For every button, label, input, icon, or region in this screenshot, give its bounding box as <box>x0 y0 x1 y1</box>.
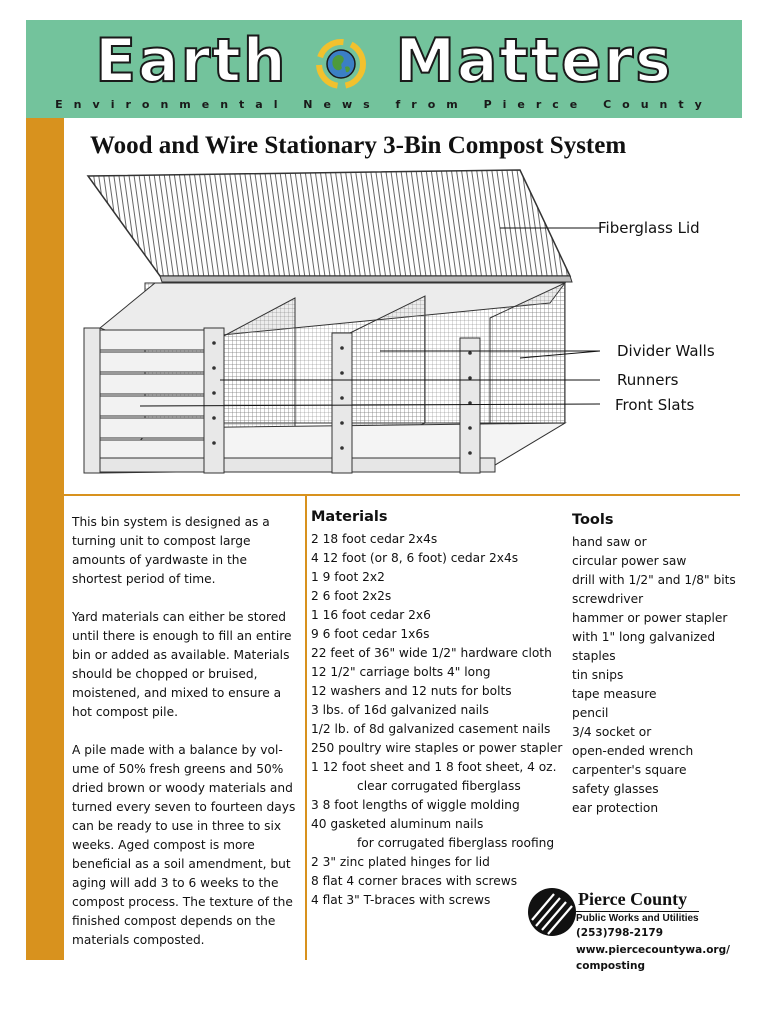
tools-heading: Tools <box>572 512 614 528</box>
materials-item: 2 18 foot cedar 2x4s <box>311 532 438 546</box>
materials-item: 12 washers and 12 nuts for bolts <box>311 684 512 698</box>
masthead-title-matters: Matters <box>395 26 673 96</box>
page-title: Wood and Wire Stationary 3-Bin Compost System <box>90 132 627 159</box>
tools-item: hand saw or <box>572 535 647 549</box>
tools-item: safety glasses <box>572 782 659 796</box>
materials-item: 3 lbs. of 16d galvanized nails <box>311 703 489 717</box>
materials-heading: Materials <box>311 509 388 525</box>
materials-item: for corrugated fiberglass roofing <box>357 836 555 850</box>
materials-item: 22 feet of 36" wide 1/2" hardware cloth <box>311 646 552 660</box>
tools-item: open-ended wrench <box>572 744 694 758</box>
tools-item: staples <box>572 649 616 663</box>
tools-item: 3/4 socket or <box>572 725 652 739</box>
materials-item: 1/2 lb. of 8d galvanized casement nails <box>311 722 551 736</box>
org-name: Pierce County <box>578 889 688 909</box>
materials-item: 3 8 foot lengths of wiggle molding <box>311 798 520 812</box>
org-website-link[interactable]: www.piercecountywa.org/ <box>576 944 730 956</box>
tools-column <box>572 510 742 818</box>
masthead-banner <box>26 20 742 118</box>
materials-column <box>311 507 571 910</box>
materials-item: 12 1/2" carriage bolts 4" long <box>311 665 491 679</box>
callout-divider-walls: Divider Walls <box>617 342 715 360</box>
materials-item: 2 6 foot 2x2s <box>311 589 392 603</box>
materials-item: 1 12 foot sheet and 1 8 foot sheet, 4 oz. <box>311 760 557 774</box>
org-department: Public Works and Utilities <box>576 913 699 924</box>
materials-item: 40 gasketed aluminum nails <box>311 817 484 831</box>
tools-item: ear protection <box>572 801 659 815</box>
materials-item: 9 6 foot cedar 1x6s <box>311 627 430 641</box>
tools-item: with 1" long galvanized <box>572 630 716 644</box>
materials-item: 1 9 foot 2x2 <box>311 570 385 584</box>
tools-item: screwdriver <box>572 592 644 606</box>
org-phone: (253)798-2179 <box>576 927 664 939</box>
materials-item: 4 12 foot (or 8, 6 foot) cedar 2x4s <box>311 551 519 565</box>
left-accent-bar <box>26 30 64 960</box>
intro-paragraph-3: A pile made with a balance by vol-ume of 50% fresh greens and 50% dried brown or woody materials and turned every seven to fourteen days can be ready to use in three to six weeks. Aged compost is more beneficial as a soil amendment, but aging will add 3 to 6 weeks to the compost process. The texture of the finished compost depends on the materials composted. <box>72 743 296 947</box>
tools-item: drill with 1/2" and 1/8" bits <box>572 573 736 587</box>
masthead-subtitle: Environmental News from Pierce County <box>55 98 713 111</box>
materials-item: 8 flat 4 corner braces with screws <box>311 874 518 888</box>
masthead-title-earth: Earth <box>95 26 288 96</box>
pierce-county-logo-icon <box>526 886 578 938</box>
materials-item: 4 flat 3" T-braces with screws <box>311 893 491 907</box>
intro-paragraph-2: Yard materials can either be stored until there is enough to fill an entire bin or added as available. Materials should be chopped or bruised, moistened, and mixed to ensure a hot compost pile. <box>72 610 292 719</box>
materials-item: 250 poultry wire staples or power stapler <box>311 741 563 755</box>
materials-item: 2 3" zinc plated hinges for lid <box>311 855 490 869</box>
section-divider <box>64 494 740 496</box>
org-website-path[interactable]: composting <box>576 960 645 972</box>
intro-column <box>72 513 300 969</box>
tools-item: hammer or power stapler <box>572 611 728 625</box>
tools-item: tape measure <box>572 687 657 701</box>
globe-recycle-icon <box>316 39 366 89</box>
masthead-title <box>26 26 742 96</box>
column-divider <box>305 496 307 960</box>
tools-item: tin snips <box>572 668 624 682</box>
tools-item: pencil <box>572 706 609 720</box>
callout-runners: Runners <box>617 371 679 389</box>
tools-item: circular power saw <box>572 554 687 568</box>
callout-front-slats: Front Slats <box>615 396 695 414</box>
materials-item: 1 16 foot cedar 2x6 <box>311 608 431 622</box>
materials-item: clear corrugated fiberglass <box>357 779 521 793</box>
tools-item: carpenter's square <box>572 763 687 777</box>
intro-paragraph-1: This bin system is designed as a turning unit to compost large amounts of yardwaste in the shortest period of time. <box>72 515 270 586</box>
compost-bin-illustration <box>80 168 600 488</box>
callout-fiberglass-lid: Fiberglass Lid <box>598 219 700 237</box>
